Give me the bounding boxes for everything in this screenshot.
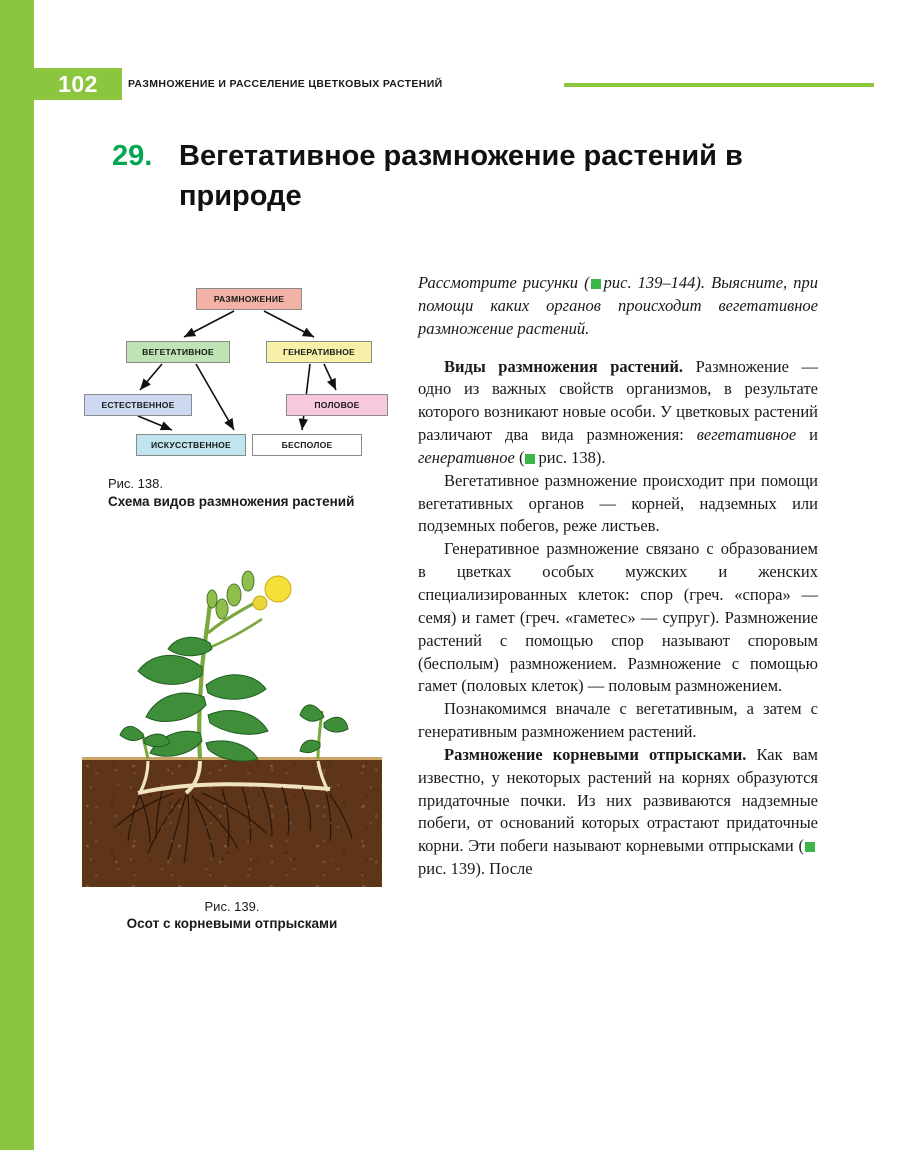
diagram-node-polovoe: ПОЛОВОЕ <box>286 394 388 416</box>
figure-139-image <box>82 537 382 887</box>
p5-text-a: Как вам известно, у некоторых растений на корнях образуются придаточные почки. Из них развиваются надземные побеги, от оснований которых отрастают придаточные корни. Эти побеги называют корневыми отпрысками ( <box>418 744 818 856</box>
paragraph-root-suckers <box>418 744 818 881</box>
diagram-node-bespoloe: БЕСПОЛОЕ <box>252 434 362 456</box>
figure-138-number: Рис. 138. <box>108 476 163 491</box>
p1-italic-generative: генеративное <box>418 447 515 467</box>
page-header <box>34 68 874 100</box>
figure-138-title: Схема видов размножения растений <box>108 494 355 509</box>
green-square-icon <box>525 454 535 464</box>
page-title: Вегетативное размножение растений в природе <box>179 140 743 213</box>
lead-types: Виды размножения растений. <box>444 356 684 376</box>
figure-139-number: Рис. 139. <box>204 899 260 915</box>
header-rule <box>564 83 874 87</box>
paragraph-vegetative: Вегетативное размножение происходит при помощи вегетативных органов — корней, надземных или подземных побегов, реже листьев. <box>418 470 818 536</box>
left-column <box>78 272 386 931</box>
running-title: РАЗМНОЖЕНИЕ И РАССЕЛЕНИЕ ЦВЕТКОВЫХ РАСТЕНИЙ <box>128 78 443 90</box>
reproduction-types-diagram <box>84 272 392 472</box>
intro-paragraph <box>418 272 818 341</box>
diagram-node-estestvennoe: ЕСТЕСТВЕННОЕ <box>84 394 192 416</box>
diagram-node-generativnoe: ГЕНЕРАТИВНОЕ <box>266 341 372 363</box>
green-square-icon <box>805 842 815 852</box>
figure-139-caption <box>78 899 386 931</box>
right-column <box>418 272 818 881</box>
section-number: 29. <box>112 140 153 172</box>
intro-text-a: Рассмотрите рисунки ( <box>418 273 590 292</box>
paragraph-order: Познакомимся вначале с вегетативным, а затем с генеративным размножением растений. <box>418 699 818 742</box>
paragraph-generative: Генеративное размножение связано с образованием в цветках особых мужских и женских специализированных клеток: спор (греч. «спора» — семя) и гамет (греч. «гаметес» — супруг). Размножение растений с помощью спор называют споровым (бесполым) размножением. Размножение с помощью гамет (половых клеток) — половым размножением. <box>418 539 818 696</box>
p5-text-b: рис. 139). После <box>418 859 533 879</box>
p1-text-a: Размножение — одно из важных свойств организмов, в результате которого возникают новые особи. У цветковых растений различают два вида размножения: <box>418 356 818 445</box>
paragraph-types <box>418 356 818 470</box>
section-title <box>112 136 812 216</box>
page-number: 102 <box>34 68 122 100</box>
diagram-node-iskusstvennoe: ИСКУССТВЕННОЕ <box>136 434 246 456</box>
diagram-node-razmnozhenie: РАЗМНОЖЕНИЕ <box>196 288 302 310</box>
page-edge-bar <box>0 0 34 1150</box>
green-square-icon <box>591 279 601 289</box>
figure-139-title: Осот с корневыми отпрысками <box>126 916 338 932</box>
p1-text-d: рис. 138). <box>538 447 606 467</box>
intro-text-b: рис. 139–144). Выясните, при помощи каких органов происходит вегетативное размножение растений. <box>418 273 818 338</box>
p1-text-b: и <box>796 425 818 445</box>
diagram-node-vegetativnoe: ВЕГЕТАТИВНОЕ <box>126 341 230 363</box>
p1-text-c: ( <box>514 447 525 467</box>
soil-texture <box>82 759 382 887</box>
lead-root-suckers: Размножение корневыми отпрысками. <box>444 744 747 764</box>
p1-italic-vegetative: вегетативное <box>696 425 797 445</box>
